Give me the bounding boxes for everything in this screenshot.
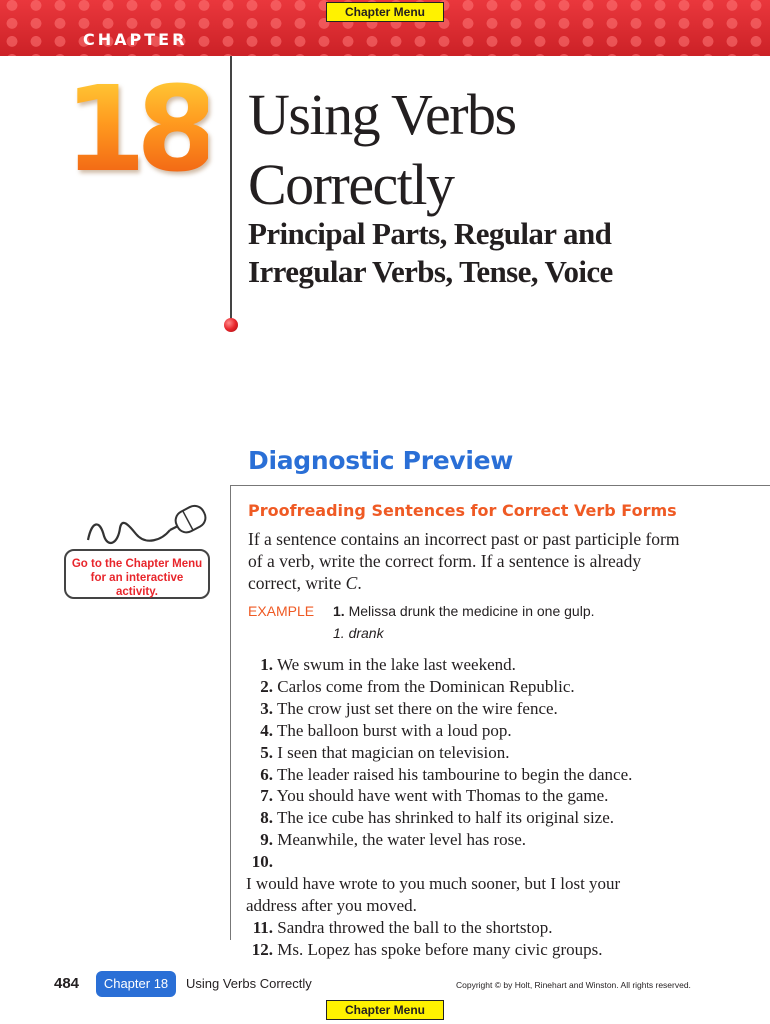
exercise-list [244, 654, 704, 961]
chapter-title-line2: Correctly [248, 152, 454, 217]
exercise-item [244, 939, 704, 961]
exercise-item-number: 12. [251, 939, 273, 959]
example-label: EXAMPLE [248, 603, 315, 619]
exercise-item [244, 720, 704, 742]
exercise-item-number: 6. [260, 764, 273, 784]
chapter-menu-button-top[interactable]: Chapter Menu [326, 2, 444, 22]
exercise-item-text: We swum in the lake last weekend. [276, 655, 516, 674]
chapter-subtitle-line2: Irregular Verbs, Tense, Voice [248, 254, 613, 289]
exercise-item-number: 9. [260, 830, 273, 850]
exercise-item-number: 1. [260, 655, 273, 674]
exercise-item-text: The balloon burst with a loud pop. [276, 720, 512, 740]
section-rule-vertical [230, 485, 231, 940]
exercise-item [244, 829, 704, 851]
exercise-item-number: 7. [260, 786, 273, 806]
chapter-tab: Chapter 18 [96, 971, 176, 997]
exercise-item [244, 851, 704, 917]
section-rule-horizontal [231, 485, 770, 486]
exercise-item-text: Ms. Lopez has spoke before many civic groups. [277, 939, 603, 959]
chapter-title-line1: Using Verbs [248, 82, 516, 147]
footer-title: Using Verbs Correctly [186, 976, 312, 991]
exercise-item [244, 764, 704, 786]
exercise-item-text: Carlos come from the Dominican Republic. [277, 676, 575, 696]
chapter-label: CHAPTER [83, 30, 188, 49]
red-dot-ornament [224, 318, 238, 332]
chapter-subtitle-line1: Principal Parts, Regular and [248, 216, 612, 251]
exercise-item-text: The crow just set there on the wire fence. [276, 698, 558, 718]
exercise-item-text: I seen that magician on television. [277, 742, 510, 762]
chapter-title [248, 80, 748, 220]
exercise-item-number: 10. [251, 852, 273, 872]
exercise-item-number: 2. [260, 676, 273, 696]
exercise-item [244, 917, 704, 939]
vertical-rule [230, 56, 232, 326]
exercise-item-text: Sandra throwed the ball to the shortstop. [277, 917, 553, 937]
exercise-item-text: I would have wrote to you much sooner, but I lost your address after you moved. [246, 874, 621, 915]
copyright-notice: Copyright © by Holt, Rinehart and Winston. All rights reserved. [456, 980, 691, 990]
exercise-item [244, 698, 704, 720]
exercise-item [244, 807, 704, 829]
exercise-item-text: The ice cube has shrinked to half its original size. [276, 808, 615, 828]
exercise-item-number: 11. [252, 917, 273, 937]
exercise-item-number: 8. [260, 808, 273, 828]
instructions-c: C [345, 573, 358, 593]
exercise-item [244, 676, 704, 698]
exercise-item-number: 5. [260, 742, 273, 762]
chapter-menu-callout[interactable] [64, 549, 210, 599]
exercise-item-number: 3. [260, 698, 273, 718]
exercise-item [244, 785, 704, 807]
proofreading-heading: Proofreading Sentences for Correct Verb Forms [248, 501, 677, 520]
example-sentence [333, 603, 595, 619]
example-number: 1. [333, 603, 345, 619]
example-sentence-text: Melissa drunk the medicine in one gulp. [348, 603, 595, 619]
exercise-item-text: Meanwhile, the water level has rose. [277, 830, 527, 850]
exercise-item-text: You should have went with Thomas to the game. [276, 786, 609, 806]
chapter-number: 18 [64, 60, 209, 198]
instructions-main: If a sentence contains an incorrect past or past participle form of a verb, write the correct form. If a sentence is already correct, write [248, 529, 680, 593]
callout-line2: for an interactive activity. [90, 572, 184, 598]
chapter-menu-button-bottom[interactable]: Chapter Menu [326, 1000, 444, 1020]
exercise-item [244, 742, 704, 764]
page-number: 484 [54, 975, 80, 992]
instructions-text [248, 528, 698, 594]
example-answer: 1. drank [333, 625, 384, 641]
exercise-item-number: 4. [260, 720, 273, 740]
callout-line1: Go to the Chapter Menu [71, 558, 203, 570]
exercise-item-text: The leader raised his tambourine to begin the dance. [276, 764, 633, 784]
instructions-end: . [357, 573, 362, 593]
diagnostic-preview-heading: Diagnostic Preview [248, 446, 514, 475]
exercise-item [244, 654, 704, 676]
chapter-subtitle [248, 215, 748, 291]
